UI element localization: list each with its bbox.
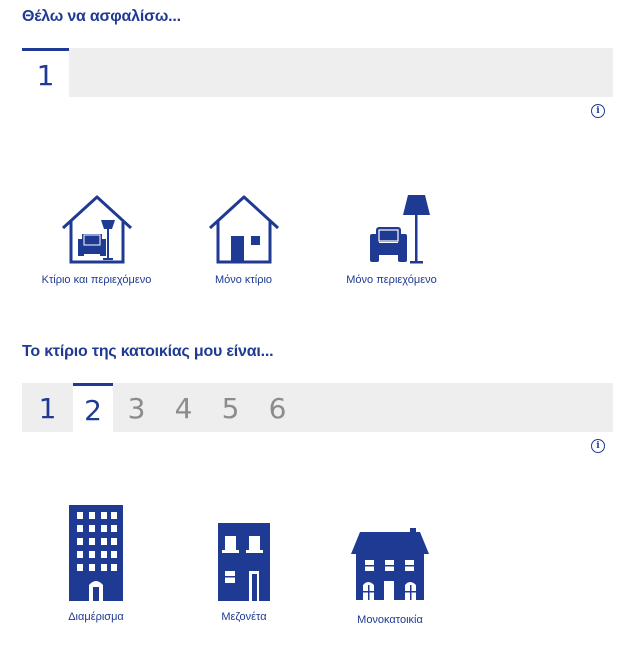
option-label: Μεζονέτα: [221, 611, 267, 623]
info-icon[interactable]: i: [591, 104, 605, 118]
step-6[interactable]: 6: [268, 392, 287, 425]
option-detached-house[interactable]: [340, 528, 440, 626]
step-1[interactable]: 1: [38, 392, 57, 425]
section-title-building-type: Το κτίριο της κατοικίας μου είναι...: [22, 343, 274, 360]
step-2[interactable]: 2: [73, 383, 113, 432]
stepper-1: [22, 48, 613, 97]
section-title-insure: Θέλω να ασφαλίσω...: [22, 8, 181, 25]
detached-house-icon: [350, 528, 430, 600]
stepper-2: [22, 383, 613, 432]
house-icon: [207, 194, 281, 266]
sofa-and-lamp-icon: [352, 194, 432, 266]
house-with-sofa-icon: [60, 194, 134, 266]
option-building-and-contents[interactable]: [34, 194, 159, 286]
info-icon[interactable]: i: [591, 439, 605, 453]
apartment-building-icon: [69, 505, 123, 601]
step-3[interactable]: 3: [127, 392, 146, 425]
option-label: Μονοκατοικία: [357, 614, 423, 626]
option-contents-only[interactable]: [334, 194, 449, 286]
option-label: Μόνο κτίριο: [214, 274, 273, 286]
step-5[interactable]: 5: [221, 392, 240, 425]
step-4[interactable]: 4: [174, 392, 193, 425]
option-label: Μόνο περιεχόμενο: [346, 274, 437, 286]
option-apartment[interactable]: [56, 505, 136, 623]
option-building-only[interactable]: [196, 194, 291, 286]
option-label: Διαμέρισμα: [68, 611, 124, 623]
option-maisonette[interactable]: [204, 523, 284, 623]
maisonette-icon: [218, 523, 270, 601]
step-1[interactable]: 1: [22, 48, 69, 97]
option-label: Κτίριο και περιεχόμενο: [41, 274, 152, 286]
